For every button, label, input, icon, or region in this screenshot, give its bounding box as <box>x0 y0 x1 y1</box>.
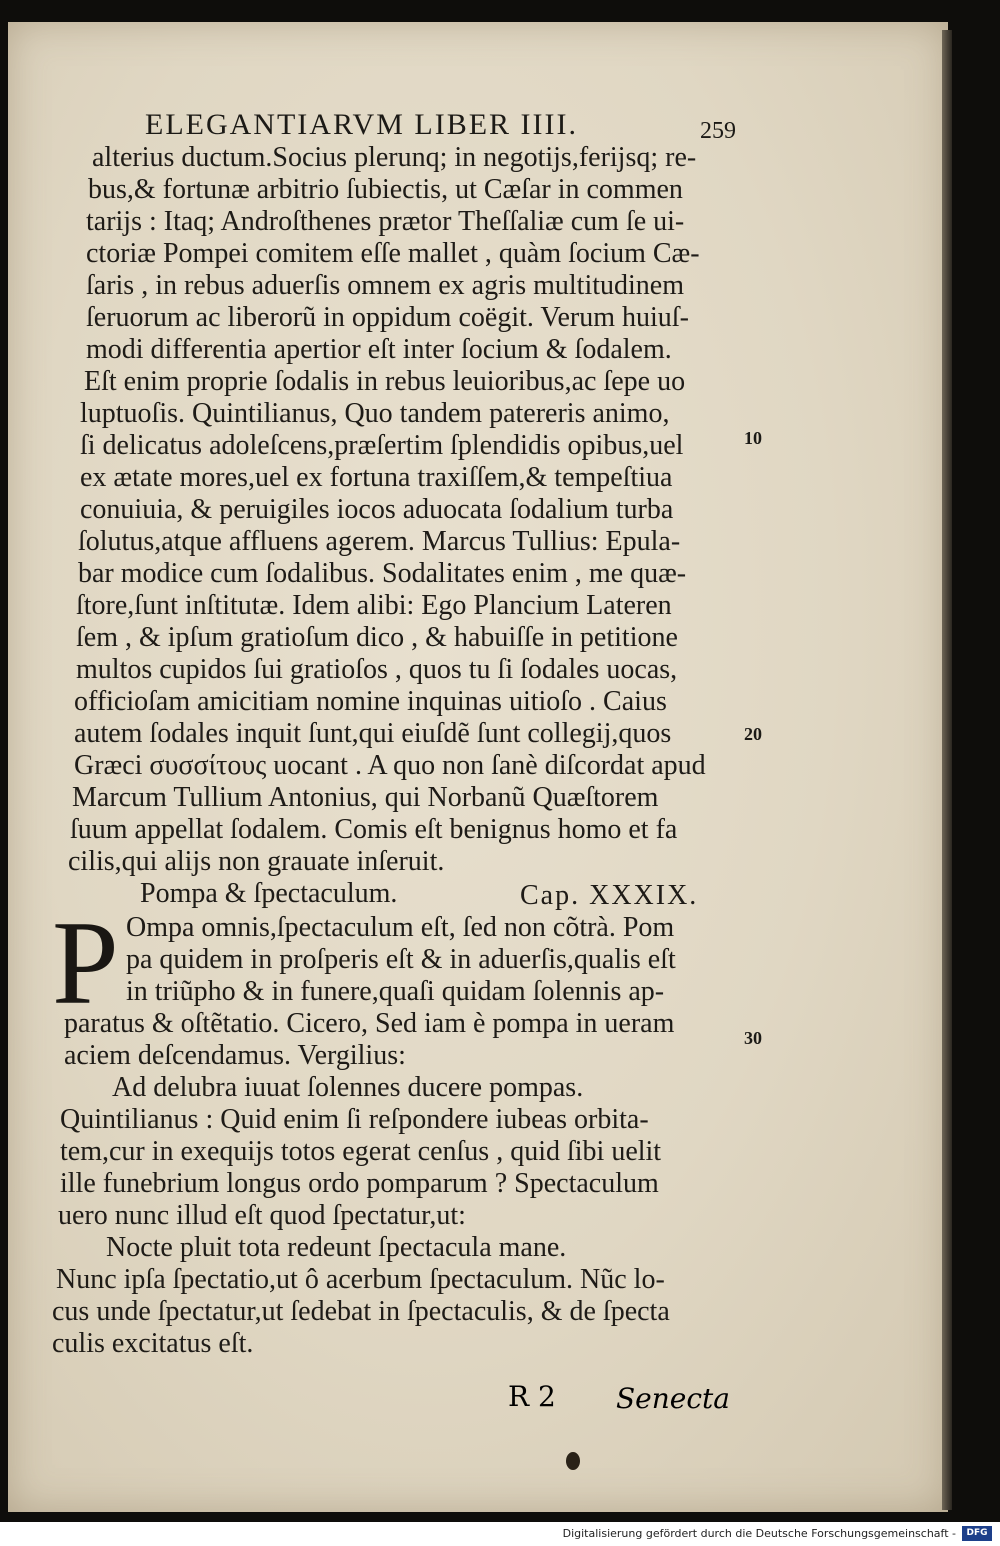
body-line: bus,& fortunæ arbitrio ſubiectis, ut Cæſar in commen <box>88 174 683 205</box>
body-line: ſeruorum ac liberorũ in oppidum coëgit. Verum huiuſ- <box>86 302 689 333</box>
chapter-line: in triũpho & in funere,quaſi quidam ſolennis ap- <box>126 976 665 1007</box>
dfg-logo: DFG <box>962 1526 992 1541</box>
body-line: ſuum appellat ſodalem. Comis eſt benignus homo et fa <box>70 814 678 845</box>
body-line: conuiuia, & peruigiles iocos aduocata ſodalium turba <box>80 494 674 525</box>
body-line: ſi delicatus adoleſcens,præſertim ſplendidis opibus,uel <box>80 430 684 461</box>
catchword: Senecta <box>616 1382 730 1415</box>
body-line: Eſt enim proprie ſodalis in rebus leuioribus,ac ſepe uo <box>84 366 686 397</box>
chapter-line: culis excitatus eſt. <box>52 1328 254 1359</box>
chapter-line: pa quidem in proſperis eſt & in aduerſis,qualis eſt <box>126 944 676 975</box>
body-line: bar modice cum ſodalibus. Sodalitates enim , me quæ- <box>78 558 687 589</box>
body-line: tarijs : Itaq; Androſthenes prætor Theſſaliæ cum ſe ui- <box>86 206 685 237</box>
margin-line-number: 10 <box>744 428 762 448</box>
chapter-line: aciem deſcendamus. Vergilius: <box>64 1040 406 1071</box>
body-line: alterius ductum.Socius plerunq; in negotijs,ferijsq; re- <box>92 142 697 173</box>
digitization-credit: Digitalisierung gefördert durch die Deutsche Forschungsgemeinschaft - <box>562 1527 956 1540</box>
body-line: ſaris , in rebus aduerſis omnem ex agris multitudinem <box>86 270 684 301</box>
body-line: ſolutus,atque affluens agerem. Marcus Tullius: Epula- <box>78 526 681 557</box>
body-line: autem ſodales inquit ſunt,qui eiuſdẽ ſunt collegij,quos <box>74 718 672 749</box>
chapter-line: Ompa omnis,ſpectaculum eſt, ſed non cõtrà. Pom <box>126 912 675 943</box>
body-line: ctoriæ Pompei comitem eſſe mallet , quàm ſocium Cæ- <box>86 238 700 269</box>
folio-number: 259 <box>700 118 736 144</box>
drop-cap: P <box>52 896 119 1029</box>
body-line: ex ætate mores,uel ex fortuna traxiſſem,& tempeſtiua <box>80 462 673 493</box>
running-title: ELEGANTIARVM LIBER IIII. <box>145 108 579 141</box>
body-line: officioſam amicitiam nomine inquinas uitioſo . Caius <box>74 686 667 717</box>
signature-mark: R 2 <box>508 1380 556 1413</box>
chapter-heading: Pompa & ſpectaculum. <box>140 878 398 909</box>
body-line: ſem , & ipſum gratioſum dico , & habuiſſe in petitione <box>76 622 678 653</box>
body-line: multos cupidos ſui gratioſos , quos tu ſi ſodales uocas, <box>76 654 678 685</box>
body-line: cilis,qui alijs non grauate inſeruit. <box>68 846 445 877</box>
page-edge <box>942 30 952 1510</box>
footer-bar <box>0 1522 1000 1546</box>
body-line: Marcum Tullium Antonius, qui Norbanũ Quæſtorem <box>72 782 659 813</box>
body-line: modi differentia apertior eſt inter ſocium & ſodalem. <box>86 334 672 365</box>
chapter-line: cus unde ſpectatur,ut ſedebat in ſpectaculis, & de ſpecta <box>52 1296 670 1327</box>
body-line: ſtore,ſunt inſtitutæ. Idem alibi: Ego Plancium Lateren <box>76 590 672 621</box>
margin-line-number: 20 <box>744 724 762 744</box>
body-line: luptuoſis. Quintilianus, Quo tandem patereris animo, <box>80 398 670 429</box>
chapter-line: Nunc ipſa ſpectatio,ut ô acerbum ſpectaculum. Nũc lo- <box>56 1264 665 1295</box>
chapter-line: ille funebrium longus ordo pomparum ? Spectaculum <box>60 1168 659 1199</box>
verse-line: Ad delubra iuuat ſolennes ducere pompas. <box>112 1072 584 1103</box>
chapter-line: uero nunc illud eſt quod ſpectatur,ut: <box>58 1200 466 1231</box>
ink-stain <box>566 1452 580 1470</box>
body-line: Græci συσσίτους uocant . A quo non ſanè diſcordat apud <box>74 750 706 781</box>
chapter-line: Quintilianus : Quid enim ſi reſpondere iubeas orbita- <box>60 1104 649 1135</box>
chapter-line: tem,cur in exequijs totos egerat cenſus , quid ſibi uelit <box>60 1136 662 1167</box>
verse-line: Nocte pluit tota redeunt ſpectacula mane. <box>106 1232 567 1263</box>
chapter-number: Cap. XXXIX. <box>520 880 699 911</box>
margin-line-number: 30 <box>744 1028 762 1048</box>
chapter-line: paratus & oſtẽtatio. Cicero, Sed iam è pompa in ueram <box>64 1008 675 1039</box>
